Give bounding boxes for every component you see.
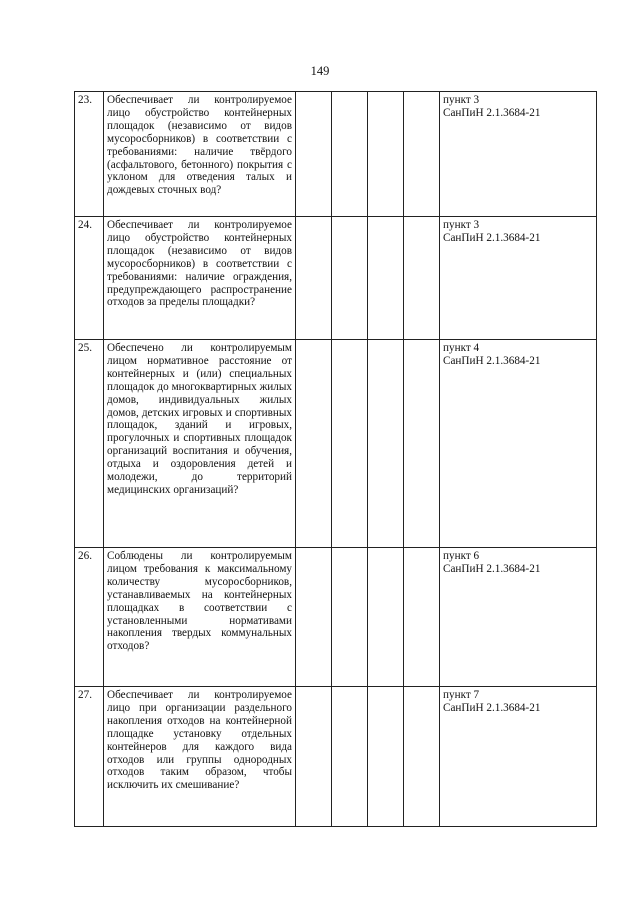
reference-clause: пункт 4: [443, 342, 480, 354]
question-text: Обеспечивает ли контролируемое лицо обустройство контейнерных площадок (независимо от видов мусоросборников) в соответствии с требованиями: наличие ограждения, предупреждающего распространение отходов за пределы площадки?: [104, 217, 296, 340]
requirement-reference: [440, 340, 597, 548]
reference-document: СанПиН 2.1.3684-21: [443, 562, 541, 575]
reference-clause: пункт 3: [443, 94, 480, 106]
reference-clause: пункт 6: [443, 550, 480, 562]
answer-cell-yes[interactable]: [296, 217, 332, 340]
answer-cell-not-applicable[interactable]: [368, 340, 404, 548]
answer-cell-note[interactable]: [404, 340, 440, 548]
row-number: 26.: [75, 548, 104, 687]
answer-cell-no[interactable]: [332, 92, 368, 217]
reference-document: СанПиН 2.1.3684-21: [443, 354, 541, 367]
answer-cell-yes[interactable]: [296, 687, 332, 827]
page-number: 149: [310, 64, 330, 78]
answer-cell-note[interactable]: [404, 92, 440, 217]
answer-cell-not-applicable[interactable]: [368, 687, 404, 827]
checklist-table: [74, 91, 597, 827]
requirement-reference: [440, 92, 597, 217]
reference-document: СанПиН 2.1.3684-21: [443, 106, 541, 119]
requirement-reference: [440, 687, 597, 827]
table-row: [75, 548, 597, 687]
answer-cell-yes[interactable]: [296, 548, 332, 687]
table-row: [75, 217, 597, 340]
question-text: Обеспечено ли контролируемым лицом нормативное расстояние от контейнерных и (или) специальных площадок до многоквартирных жилых домов, индивидуальных жилых домов, детских игровых и спортивных площадок, зданий и игровых, прогулочных и спортивных площадок организаций воспитания и обучения, отдыха и оздоровления детей и молодежи, до территорий медицинских организаций?: [104, 340, 296, 548]
reference-clause: пункт 7: [443, 689, 480, 701]
answer-cell-note[interactable]: [404, 217, 440, 340]
row-number: 27.: [75, 687, 104, 827]
answer-cell-yes[interactable]: [296, 92, 332, 217]
reference-document: СанПиН 2.1.3684-21: [443, 231, 541, 244]
answer-cell-yes[interactable]: [296, 340, 332, 548]
row-number: 24.: [75, 217, 104, 340]
table-row: [75, 92, 597, 217]
answer-cell-note[interactable]: [404, 548, 440, 687]
row-number: 23.: [75, 92, 104, 217]
question-text: Обеспечивает ли контролируемое лицо при организации раздельного накопления отходов на контейнерной площадке установку отдельных контейнеров для каждого вида отходов или группы однородных отходов таким образом, чтобы исключить их смешивание?: [104, 687, 296, 827]
question-text: Соблюдены ли контролируемым лицом требования к максимальному количеству мусоросборников, устанавливаемых на контейнерных площадках в соответствии с установленными нормативами накопления твердых коммунальных отходов?: [104, 548, 296, 687]
answer-cell-not-applicable[interactable]: [368, 548, 404, 687]
table-row: [75, 340, 597, 548]
row-number: 25.: [75, 340, 104, 548]
requirement-reference: [440, 217, 597, 340]
table-row: [75, 687, 597, 827]
answer-cell-no[interactable]: [332, 548, 368, 687]
question-text: Обеспечивает ли контролируемое лицо обустройство контейнерных площадок (независимо от видов мусоросборников) в соответствии с требованиями: наличие твёрдого (асфальтового, бетонного) покрытия с уклоном для отведения талых и дождевых сточных вод?: [104, 92, 296, 217]
answer-cell-no[interactable]: [332, 340, 368, 548]
reference-clause: пункт 3: [443, 219, 480, 231]
answer-cell-note[interactable]: [404, 687, 440, 827]
requirement-reference: [440, 548, 597, 687]
answer-cell-no[interactable]: [332, 217, 368, 340]
reference-document: СанПиН 2.1.3684-21: [443, 701, 541, 714]
answer-cell-not-applicable[interactable]: [368, 217, 404, 340]
answer-cell-not-applicable[interactable]: [368, 92, 404, 217]
answer-cell-no[interactable]: [332, 687, 368, 827]
